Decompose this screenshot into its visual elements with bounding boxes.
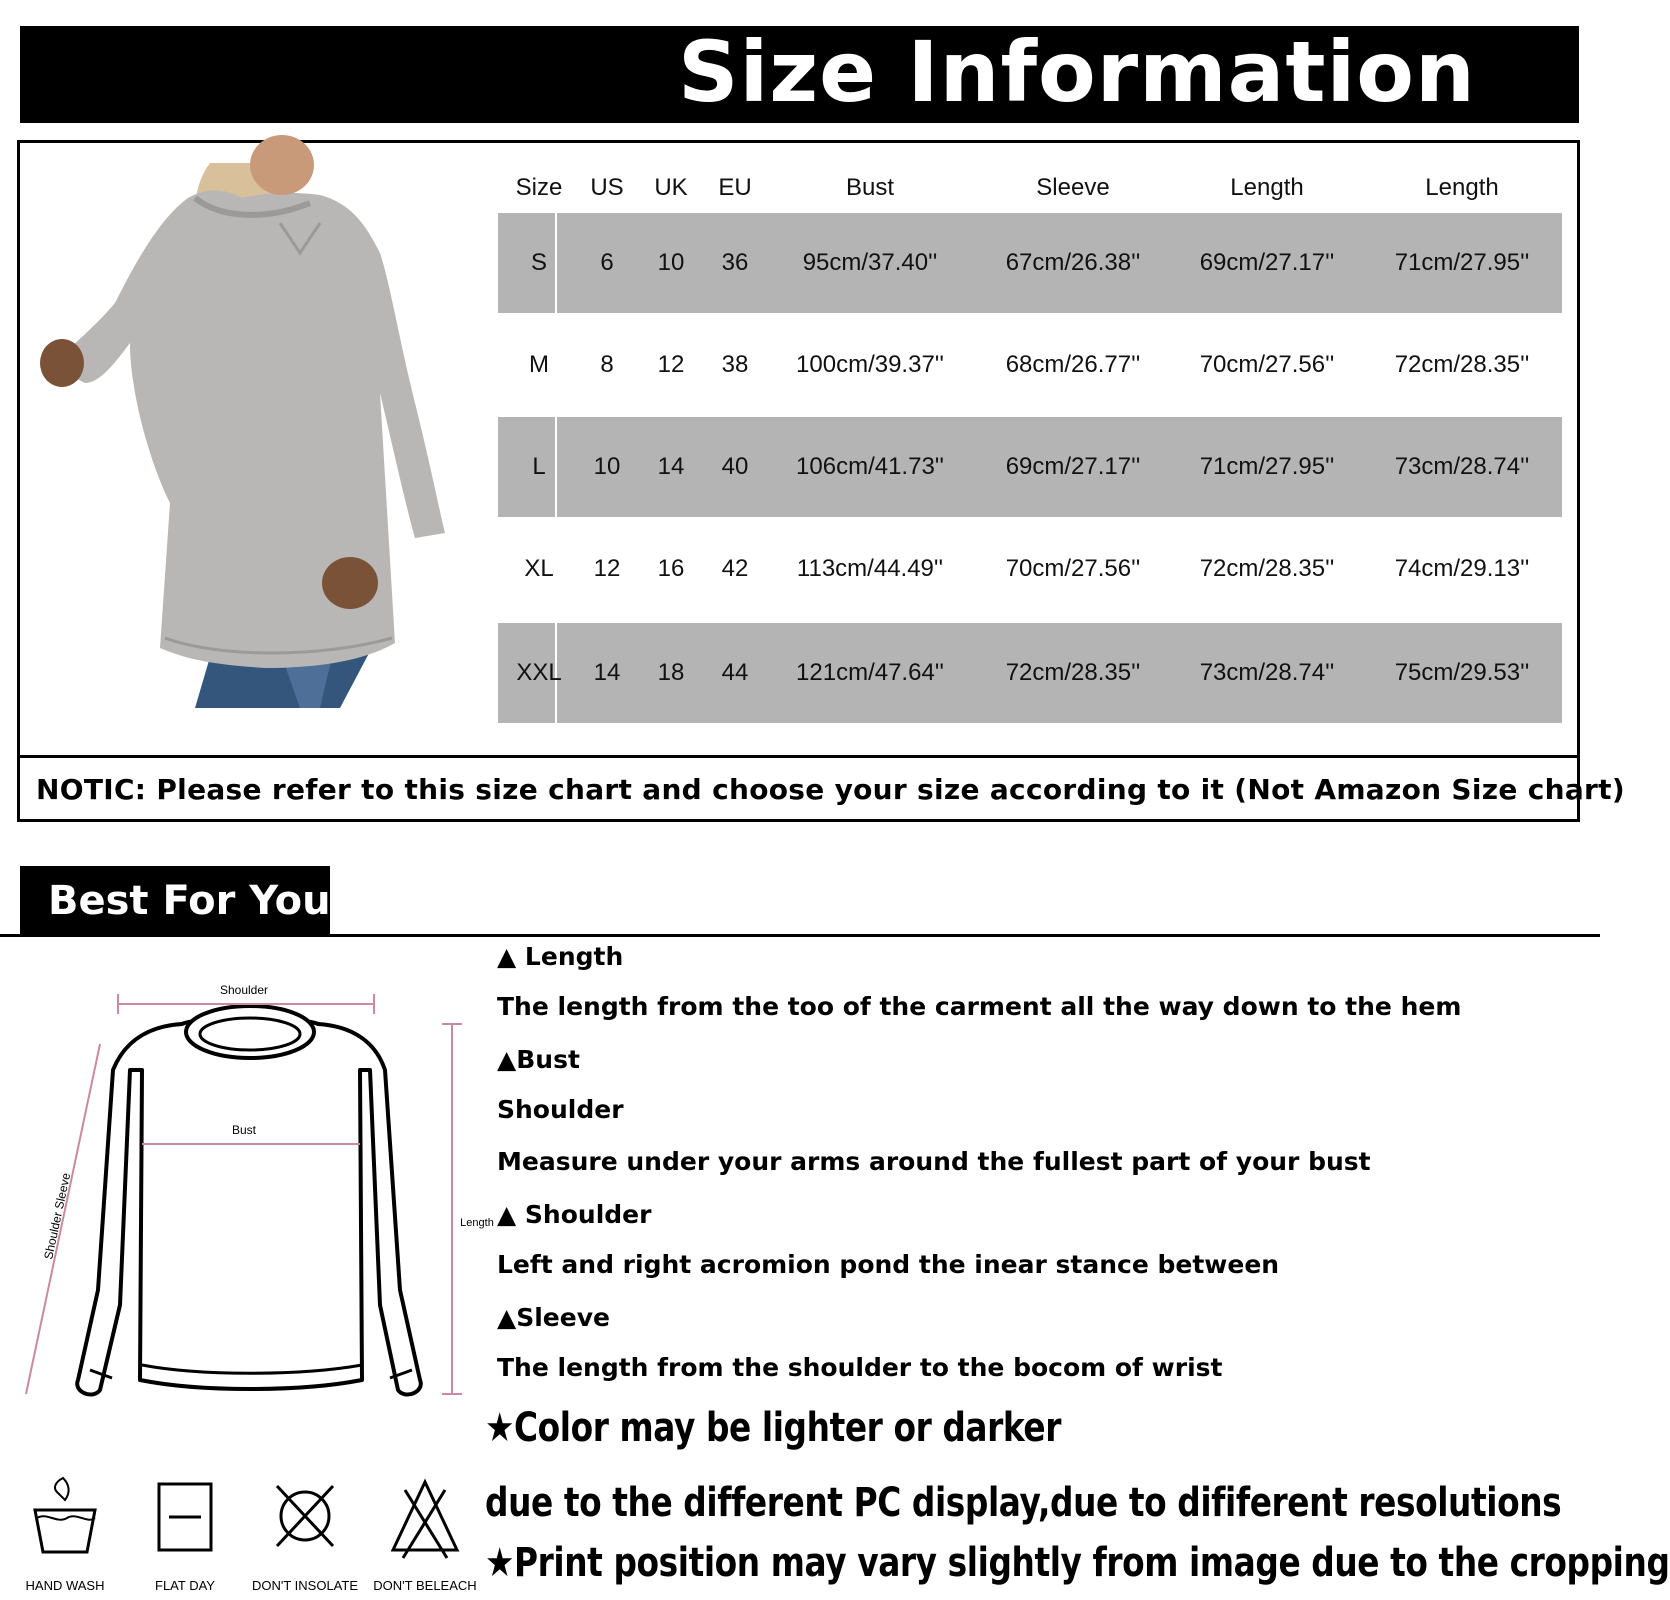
- table-cell: 16: [657, 555, 685, 582]
- table-cell: 73cm/28.74'': [1199, 659, 1335, 686]
- table-cell: 106cm/41.73'': [796, 453, 944, 480]
- table-cell: 70cm/27.56'': [1199, 351, 1335, 378]
- table-cell: 69cm/27.17'': [1005, 453, 1141, 480]
- measure-desc-shoulder: Left and right acromion pond the inear stance between: [497, 1250, 1280, 1279]
- measure-heading-sleeve: ▲Sleeve: [497, 1303, 610, 1332]
- care-label: DON'T INSOLATE: [251, 1578, 359, 1593]
- diagram-label-length: Length: [460, 1217, 494, 1229]
- dont-insolate-icon: [265, 1470, 345, 1570]
- measure-desc-sleeve: The length from the shoulder to the bocom of wrist: [497, 1353, 1223, 1382]
- table-cell: 18: [657, 659, 685, 686]
- hand-wash-icon: [25, 1470, 105, 1570]
- table-cell: L: [532, 453, 546, 480]
- table-cell: 72cm/28.35'': [1394, 351, 1530, 378]
- table-cell: 71cm/27.95'': [1199, 453, 1335, 480]
- table-cell: 113cm/44.49'': [796, 555, 944, 582]
- table-cell: 69cm/27.17'': [1199, 249, 1335, 276]
- table-cell: 121cm/47.64'': [796, 659, 944, 686]
- measure-label-shoulder: Shoulder: [497, 1095, 624, 1124]
- dont-bleach-icon: [385, 1470, 465, 1570]
- diagram-label-bust: Bust: [231, 1123, 257, 1137]
- measure-heading-shoulder: ▲ Shoulder: [497, 1200, 652, 1229]
- notice-divider: [20, 755, 1577, 758]
- table-cell: 72cm/28.35'': [1005, 659, 1141, 686]
- table-cell: 14: [593, 659, 621, 686]
- table-cell: 42: [721, 555, 749, 582]
- care-dont-bleach: [370, 1470, 480, 1600]
- table-cell: 73cm/28.74'': [1394, 453, 1530, 480]
- table-cell: 70cm/27.56'': [1005, 555, 1141, 582]
- best-for-you-tab: Best For You: [20, 866, 330, 936]
- table-cell: 72cm/28.35'': [1199, 555, 1335, 582]
- care-hand-wash: [10, 1470, 120, 1600]
- care-dont-insolate: [250, 1470, 360, 1600]
- note-print-position: ★Print position may vary slightly from image due to the cropping: [485, 1540, 1670, 1586]
- note-display: due to the different PC display,due to dififerent resolutions: [485, 1480, 1562, 1526]
- table-cell: 6: [600, 249, 614, 276]
- measure-desc-bust: Measure under your arms around the fullest part of your bust: [497, 1147, 1371, 1176]
- table-cell: 44: [721, 659, 749, 686]
- table-cell: 75cm/29.53'': [1394, 659, 1530, 686]
- measure-heading-bust: ▲Bust: [497, 1045, 580, 1074]
- care-label: HAND WASH: [25, 1578, 105, 1593]
- flat-dry-icon: [145, 1470, 225, 1570]
- care-flat-dry: [130, 1470, 240, 1600]
- col-header-us: US: [590, 174, 624, 201]
- table-cell: 12: [593, 555, 621, 582]
- table-cell: S: [530, 249, 547, 276]
- table-cell: 14: [657, 453, 685, 480]
- section-divider: [0, 934, 1600, 937]
- product-photo: [20, 143, 476, 755]
- diagram-label-shoulder: Shoulder: [219, 983, 269, 997]
- table-cell: 95cm/37.40'': [802, 249, 938, 276]
- col-header-eu: EU: [718, 174, 752, 201]
- sweater-outline: [77, 1018, 421, 1395]
- table-cell: 8: [600, 351, 614, 378]
- col-header-sleeve: Sleeve: [1036, 174, 1110, 201]
- table-cell: XL: [524, 555, 554, 582]
- table-cell: 40: [721, 453, 749, 480]
- note-color: ★Color may be lighter or darker: [485, 1405, 1062, 1451]
- care-label: DON'T BELEACH: [373, 1578, 477, 1593]
- table-cell: 10: [593, 453, 621, 480]
- table-cell: 67cm/26.38'': [1005, 249, 1141, 276]
- table-cell: XXL: [516, 659, 562, 686]
- col-header-bust: Bust: [845, 174, 895, 201]
- table-cell: 68cm/26.77'': [1005, 351, 1141, 378]
- measure-desc-length: The length from the too of the carment all the way down to the hem: [497, 992, 1462, 1021]
- table-cell: 71cm/27.95'': [1394, 249, 1530, 276]
- table-cell: 38: [721, 351, 749, 378]
- table-cell: 36: [721, 249, 749, 276]
- page-title: Size Information: [678, 23, 1476, 121]
- diagram-label-shoulder-sleeve: Shoulder Sleeve: [41, 1171, 74, 1261]
- table-cell: 100cm/39.37'': [796, 351, 944, 378]
- col-header-length-2: Length: [1425, 174, 1499, 201]
- model-photo-illustration: [20, 143, 476, 755]
- col-header-uk: UK: [654, 174, 688, 201]
- measure-heading-length: ▲ Length: [497, 942, 624, 971]
- col-header-length: Length: [1230, 174, 1304, 201]
- table-cell: 10: [657, 249, 685, 276]
- care-label: FLAT DAY: [155, 1578, 215, 1593]
- notice-text: NOTIC: Please refer to this size chart and choose your size according to it (Not Amazon Size chart): [36, 773, 1625, 806]
- col-header-size: Size: [515, 174, 563, 201]
- measurement-diagram: [0, 960, 494, 1440]
- table-cell: 74cm/29.13'': [1394, 555, 1530, 582]
- table-cell: 12: [657, 351, 685, 378]
- table-cell: M: [529, 351, 549, 378]
